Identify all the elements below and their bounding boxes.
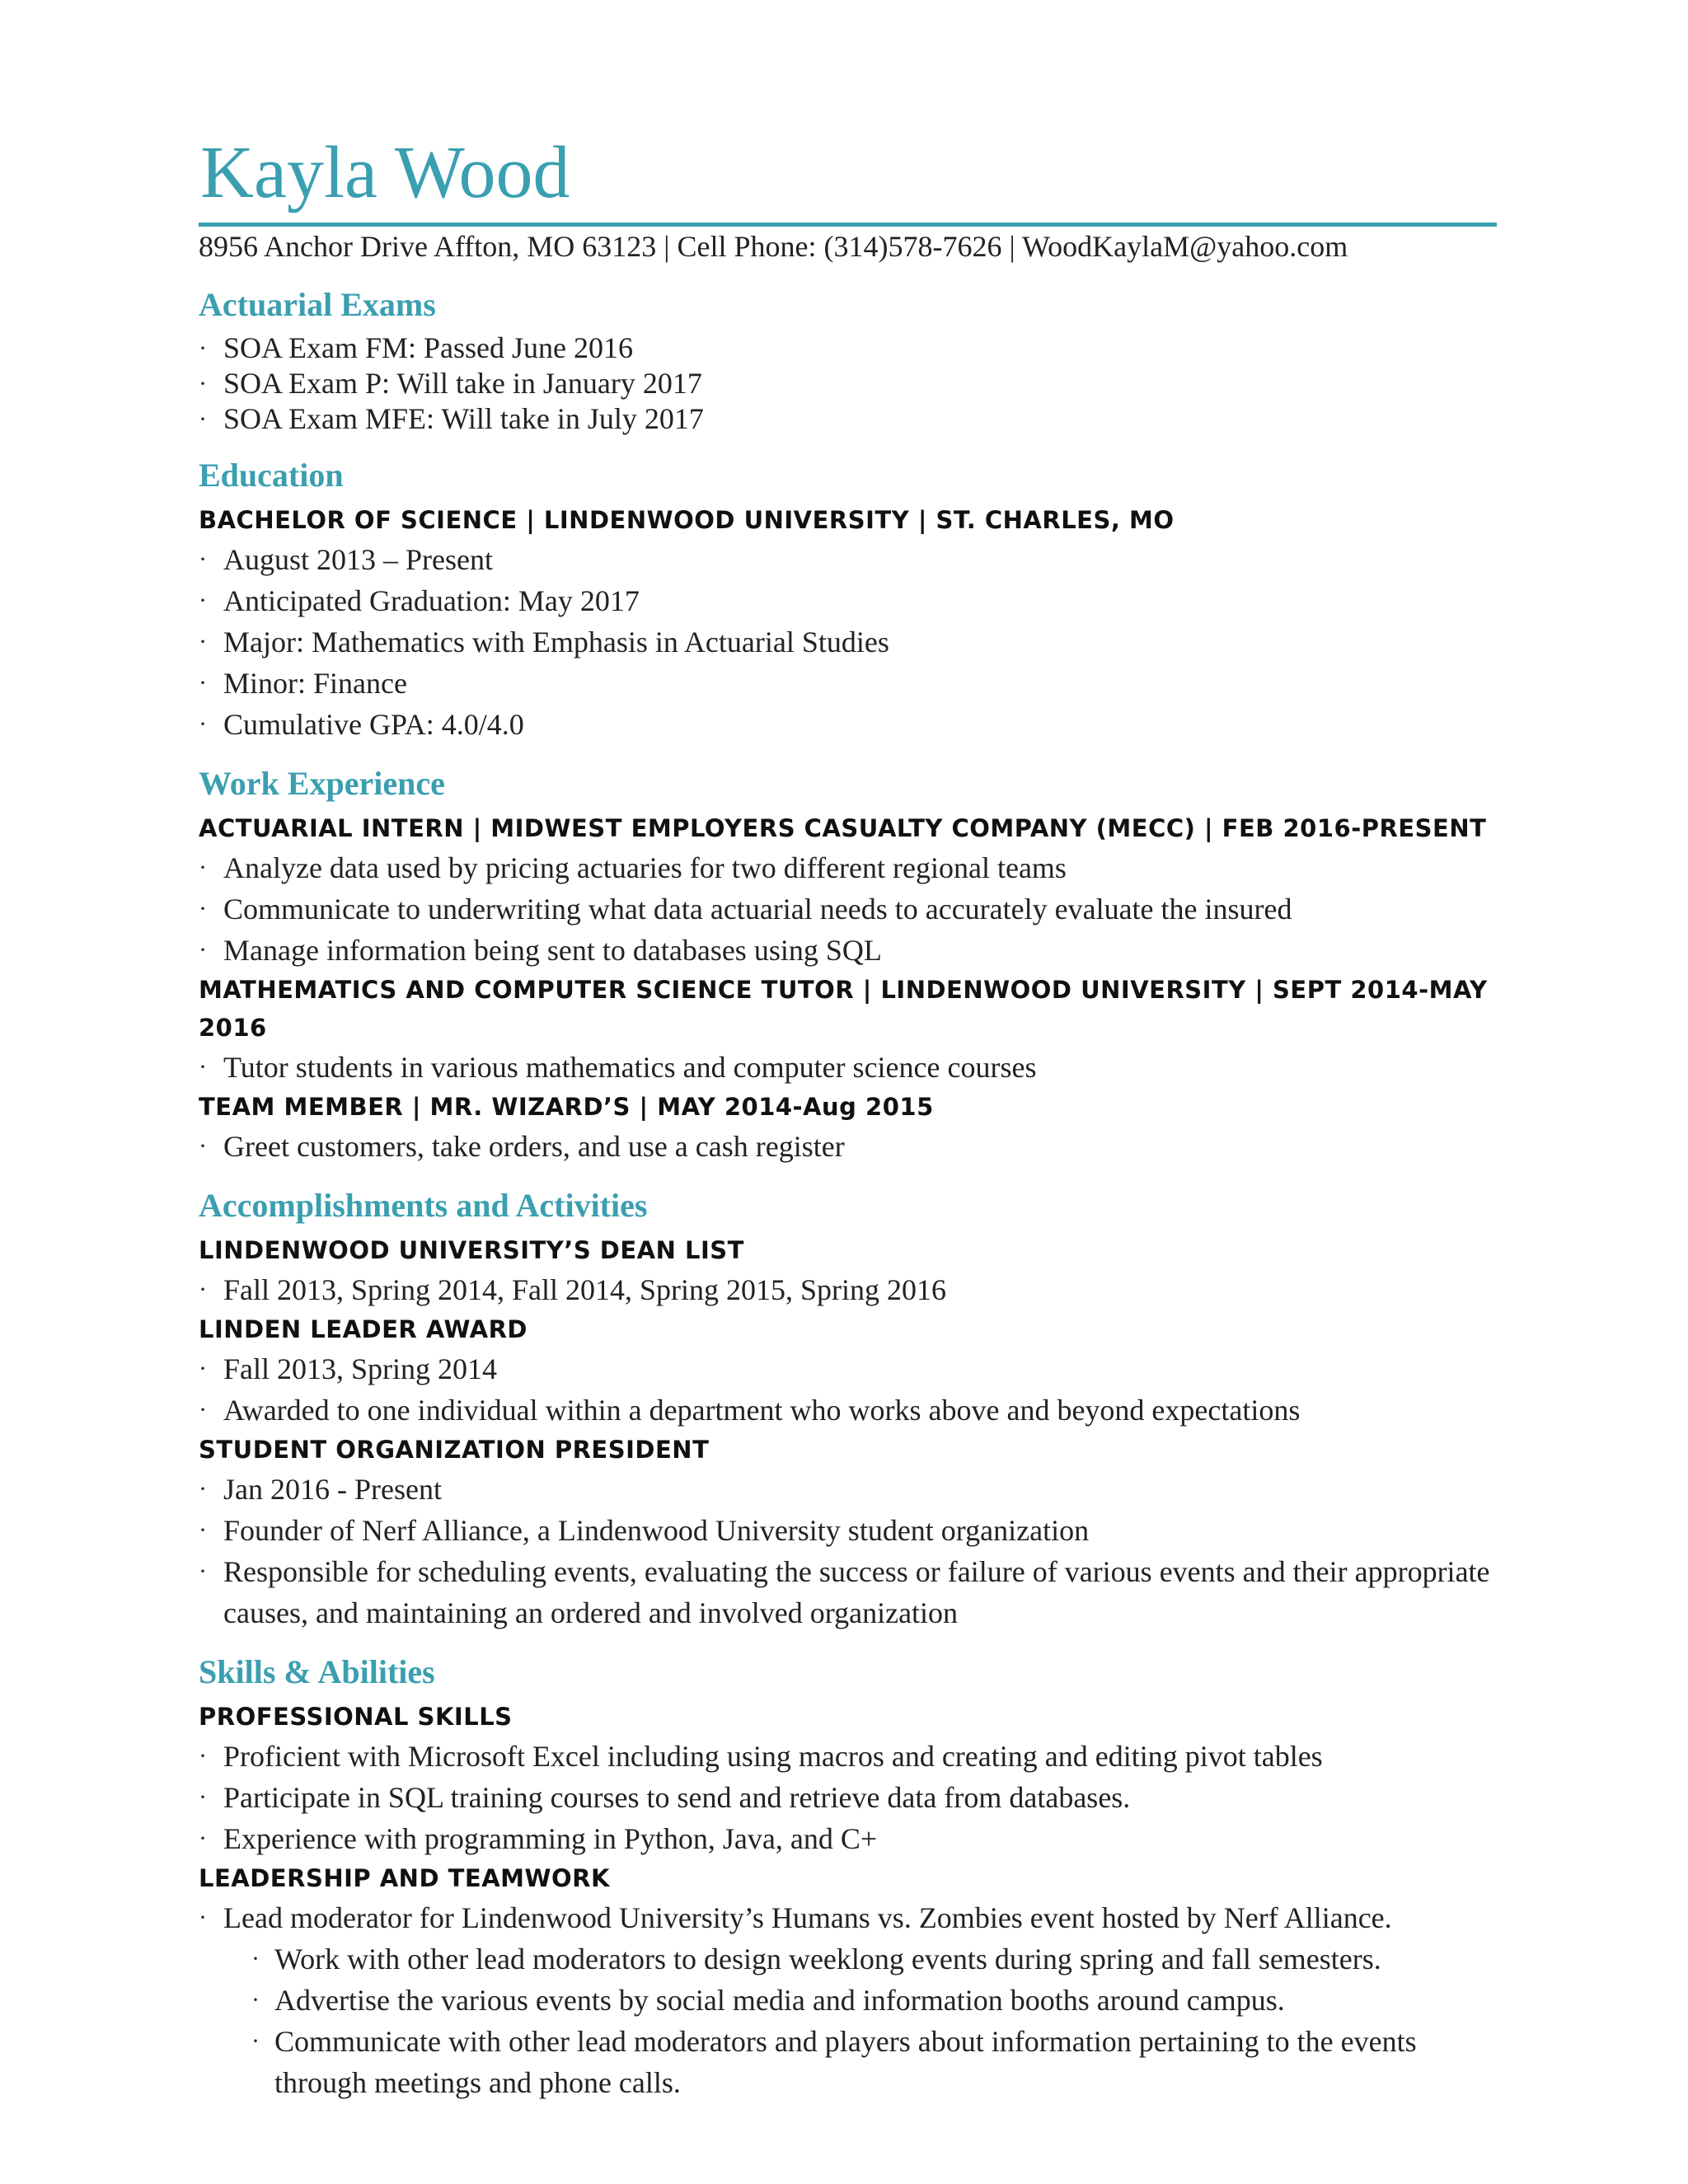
list-item: · Greet customers, take orders, and use a cash register	[199, 1126, 1497, 1167]
section-title-skills: Skills & Abilities	[199, 1653, 435, 1690]
bullet-icon: ·	[199, 1396, 207, 1423]
bullet-icon: ·	[199, 1783, 207, 1811]
job-list	[199, 1047, 1497, 1088]
list-item: · Communicate to underwriting what data actuarial needs to accurately evaluate the insured	[199, 888, 1497, 930]
accomplishment-list	[199, 1469, 1497, 1633]
resume-page	[199, 132, 1497, 2103]
list-item: · Awarded to one individual within a department who works above and beyond expectations	[199, 1390, 1497, 1431]
section-title-accomplishments: Accomplishments and Activities	[199, 1187, 648, 1224]
list-item: · Major: Mathematics with Emphasis in Actuarial Studies	[199, 621, 1497, 663]
skills-heading: LEADERSHIP AND TEAMWORK	[199, 1864, 610, 1892]
bullet-icon: ·	[251, 1986, 260, 2013]
bullet-icon: ·	[199, 1475, 207, 1502]
leadership-list	[199, 1897, 1497, 1938]
list-item: · Jan 2016 - Present	[199, 1469, 1497, 1510]
list-item: · Responsible for scheduling events, evaluating the success or failure of various events and their appropriate causes, and maintaining an ordered and involved organization	[199, 1551, 1497, 1633]
bullet-icon: ·	[199, 895, 207, 922]
skills-heading: PROFESSIONAL SKILLS	[199, 1703, 513, 1731]
education-list	[199, 539, 1497, 745]
bullet-icon: ·	[199, 1053, 207, 1080]
bullet-icon: ·	[199, 587, 207, 614]
exams-list	[199, 330, 1497, 437]
list-item: · Work with other lead moderators to design weeklong events during spring and fall semesters.	[199, 1938, 1497, 1980]
bullet-icon: ·	[199, 1355, 207, 1382]
list-item: · Manage information being sent to databases using SQL	[199, 930, 1497, 971]
skills-list	[199, 1736, 1497, 1859]
bullet-icon: ·	[199, 1825, 207, 1852]
bullet-icon: ·	[199, 370, 207, 397]
section-title-work: Work Experience	[199, 765, 445, 802]
bullet-icon: ·	[199, 854, 207, 881]
list-item: · SOA Exam MFE: Will take in July 2017	[199, 402, 704, 435]
list-item: · Cumulative GPA: 4.0/4.0	[199, 704, 1497, 745]
list-item: · Advertise the various events by social media and information booths around campus.	[199, 1980, 1497, 2021]
list-item: · SOA Exam FM: Passed June 2016	[199, 331, 634, 364]
list-item: · Anticipated Graduation: May 2017	[199, 580, 1497, 621]
bullet-icon: ·	[199, 710, 207, 738]
list-item: · Lead moderator for Lindenwood University’s Humans vs. Zombies event hosted by Nerf Alliance.	[199, 1897, 1497, 1938]
list-item: · Tutor students in various mathematics and computer science courses	[199, 1047, 1497, 1088]
list-item: · Proficient with Microsoft Excel including using macros and creating and editing pivot tables	[199, 1736, 1497, 1777]
bullet-icon: ·	[199, 546, 207, 573]
job-heading: TEAM MEMBER | MR. WIZARD’S | MAY 2014-Aug 2015	[199, 1093, 934, 1121]
bullet-icon: ·	[251, 2027, 260, 2055]
accomplishment-heading: LINDEN LEADER AWARD	[199, 1315, 528, 1343]
list-item: · SOA Exam P: Will take in January 2017	[199, 367, 702, 400]
accomplishment-heading: STUDENT ORGANIZATION PRESIDENT	[199, 1436, 710, 1464]
job-list	[199, 847, 1497, 971]
list-item: · Founder of Nerf Alliance, a Lindenwood University student organization	[199, 1510, 1497, 1551]
degree-heading: BACHELOR OF SCIENCE | LINDENWOOD UNIVERSITY | ST. CHARLES, MO	[199, 506, 1175, 534]
list-item: · Fall 2013, Spring 2014	[199, 1348, 1497, 1390]
bullet-icon: ·	[199, 1742, 207, 1769]
job-heading: ACTUARIAL INTERN | MIDWEST EMPLOYERS CASUALTY COMPANY (MECC) | FEB 2016-PRESENT	[199, 814, 1487, 842]
bullet-icon: ·	[199, 1276, 207, 1303]
bullet-icon: ·	[199, 335, 207, 362]
list-item: · Minor: Finance	[199, 663, 1497, 704]
bullet-icon: ·	[199, 669, 207, 696]
accomplishment-heading: LINDENWOOD UNIVERSITY’S DEAN LIST	[199, 1236, 744, 1264]
bullet-icon: ·	[199, 1516, 207, 1544]
list-item: · Communicate with other lead moderators and players about information pertaining to the events through meetings and phone calls.	[199, 2021, 1497, 2103]
section-title-education: Education	[199, 457, 344, 494]
list-item: · Analyze data used by pricing actuaries for two different regional teams	[199, 847, 1497, 888]
leadership-sublist	[199, 1938, 1497, 2103]
job-heading: MATHEMATICS AND COMPUTER SCIENCE TUTOR | LINDENWOOD UNIVERSITY | SEPT 2014-MAY 2016	[199, 976, 1488, 1042]
bullet-icon: ·	[199, 936, 207, 963]
list-item: · Participate in SQL training courses to send and retrieve data from databases.	[199, 1777, 1497, 1818]
bullet-icon: ·	[199, 1558, 207, 1585]
accomplishment-list	[199, 1269, 1497, 1310]
list-item: · August 2013 – Present	[199, 539, 1497, 580]
bullet-icon: ·	[199, 1904, 207, 1931]
job-list	[199, 1126, 1497, 1167]
list-item: · Fall 2013, Spring 2014, Fall 2014, Spring 2015, Spring 2016	[199, 1269, 1497, 1310]
list-item: · Experience with programming in Python, Java, and C+	[199, 1818, 1497, 1859]
bullet-icon: ·	[199, 1132, 207, 1160]
contact-line: 8956 Anchor Drive Affton, MO 63123 | Cell Phone: (314)578-7626 | WoodKaylaM@yahoo.com	[199, 230, 1348, 263]
candidate-name: Kayla Wood	[200, 132, 570, 213]
accomplishment-list	[199, 1348, 1497, 1431]
section-title-exams: Actuarial Exams	[199, 286, 436, 323]
bullet-icon: ·	[251, 1945, 260, 1972]
bullet-icon: ·	[199, 405, 207, 433]
bullet-icon: ·	[199, 628, 207, 655]
